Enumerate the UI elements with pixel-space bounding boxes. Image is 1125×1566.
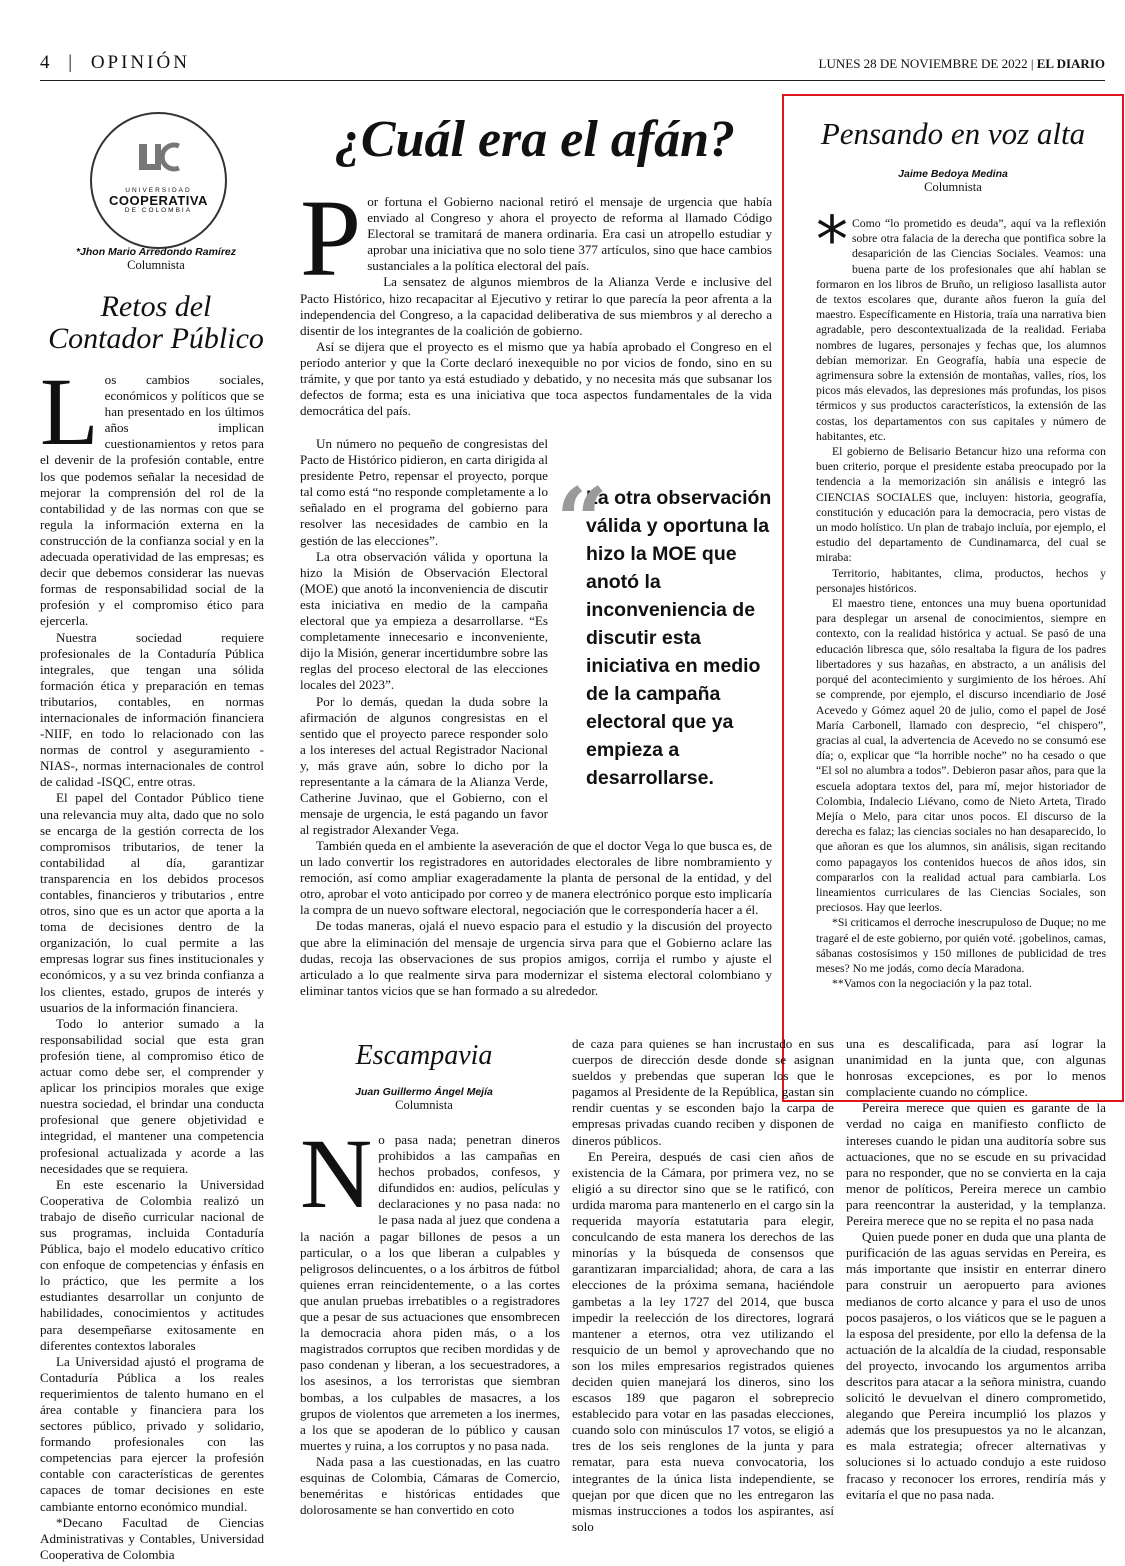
- bottom-article-head: [300, 1040, 548, 1113]
- left-paragraph: La Universidad ajustó el programa de Contaduría Pública a los reales requerimientos de talento humano en el área contable y financiera para los sectores público, privado y solidario, formando profesionales con las competencias para ejercer la profesión contable con características de gerentes capaces de tomar decisiones en este cambiante entorno económico mundial.: [40, 1353, 264, 1514]
- main-paragraph: La sensatez de algunos miembros de la Alianza Verde e inclusive del Pacto Histórico, hizo recapacitar al Ejecutivo y retirar lo que parecía la peor afrenta a la independencia del Congreso, a la capacidad deliberativa de sus miembros y al derecho a disentir de los integrantes de la coalición de gobierno.: [300, 274, 772, 338]
- page-number: 4: [40, 52, 53, 73]
- section-name: OPINIÓN: [90, 52, 190, 73]
- main-paragraph: También queda en el ambiente la aseveración de que el doctor Vega lo que busca es, de un lado convertir los registradores en autoridades electorales de libre nombramiento y remoción, así como ampliar exageradamente la planta de personal de la entidad, y del otro, aprobar el voto anticipado por correo y de manera electrónico porque esto implicaría la compra de un nuevo software electoral, negociación que le correspondería hacer a él.: [300, 838, 772, 918]
- bottom-role: Columnista: [395, 1098, 453, 1112]
- left-article-title: Retos del Contador Público: [48, 290, 264, 355]
- left-paragraph: Los cambios sociales, económicos y políticos que se han presentado en los últimos años implican cuestionamientos y retos para el devenir de la profesión contable, entre los que podemos señalar la necesidad de mejorar la comprensión del rol de la contabilidad y de las normas con que se regula la información externa en la construcción de la confianza social y en la adecuada operatividad de las empresas; es decir que debemos considerar las nuevas formas de responsabilidad social de la profesión y el compromiso ético para ejercerla.: [40, 358, 264, 629]
- pull-quote: [556, 468, 776, 792]
- bottom-col-1: [300, 1118, 560, 1518]
- right-paragraph: *Si criticamos el derroche inescrupuloso de Duque; no me tragaré el de este gobierno, por quién voté. ¡gobelinos, camas, sábanas costosísimos y 150 millones de publicidad de tres meses? No me jodás, como decía Maradona.: [816, 916, 1106, 975]
- main-article-tail: [300, 838, 772, 999]
- bottom-paragraph: de caza para quienes se han incrustado en sus cuerpos de dirección desde donde se asignan sueldos y prebendas que superan los que le pagamos al Presidente de la República, gastan sin rendir cuentas y se esconden bajo la carpa de empresas privadas cuando reciben y disponen de dineros públicos.: [572, 1036, 834, 1148]
- page-header: [40, 52, 1105, 82]
- bottom-col-3: [846, 1036, 1106, 1503]
- bottom-paragraph: Quien puede poner en duda que una planta de purificación de las aguas servidas en Pereira, es más importante que insistir en enterrar dinero para construir un aeropuerto para aviones medianos de corto alcance y para el uso de unos pocos pasajeros, o los viáticos que se le paguen a la esposa del presidente, por ello la defensa de la actuación de la alcaldía de la ciudad, responsable del proyecto, invocando los argumentos arriba descritos para atacar a la señora ministra, cuando solicitó le devuelvan el dinero comprometido, alegando que Pereira incumplió los plazos y además que los presupuestos ya no le alcanzan, es mala estrategia; ofrecer alternativas y soluciones si lo actuado condujo a este ruidoso fracaso y reconocer los errores, rendiría más y evitaría el que no pasa nada.: [846, 1229, 1106, 1502]
- paper-name: EL DIARIO: [1036, 56, 1105, 71]
- left-paragraph: Nuestra sociedad requiere profesionales de la Contaduría Pública integrales, que tengan una sólida formación ética y preparación en temas tributarios, contables, en normas internacionales de información financiera -NIIF, en todo lo relacionado con las normas de control y aseguramiento -NIAS-, normas internacionales de control de calidad -ISQC, entre otras.: [40, 629, 264, 790]
- main-paragraph: Un número no pequeño de congresistas del Pacto de Histórico pidieron, en carta dirigida al presidente Petro, repensar el proyecto, porque tal como está “no responde completamente a lo señalado en el programa del gobierno para resolver las necesidades de cambio en la gestión de las elecciones”.: [300, 436, 548, 548]
- left-byline: *Jhon Mario Arredondo Ramírez: [75, 246, 237, 258]
- pull-quote-text: La otra observación válida y oportuna la hizo la MOE que anotó la inconveniencia de discutir esta iniciativa en medio de la campaña electoral que ya empieza a desarrollarse.: [586, 487, 772, 789]
- bottom-paragraph: Pereira merece que quien es garante de la verdad no caiga en manifiesto conflicto de intereses cuando le pidan una auditoría sobre sus actuaciones, que no se escude en su privacidad para no responder, que no se convierta en la caja menor de políticos, Pereira merece un cambio para reencontrar la austeridad, y la templanza. Pereira merece que no se repita el no pasa nada: [846, 1100, 1106, 1229]
- right-paragraph: **Vamos con la negociación y la paz total.: [832, 977, 1032, 991]
- university-logo: [90, 112, 227, 249]
- main-article-title: ¿Cuál era el afán?: [334, 111, 736, 168]
- right-byline: Jaime Bedoya Medina: [898, 168, 1008, 180]
- uc-logo-mark-icon: [129, 138, 189, 176]
- logo-line-1: UNIVERSIDAD: [125, 187, 192, 194]
- main-dropcap: P: [300, 177, 362, 299]
- main-paragraph: La otra observación válida y oportuna la hizo la Misión de Observación Electoral (MOE) que anotó la inconveniencia de discutir esta iniciativa en medio de la campaña electoral que ya empieza a desarrollarse. “Es completamente innecesario e inconveniente, dijo la Misión, generar incertidumbre sobre las reglas del proceso electoral de las elecciones locales del 2023”.: [300, 548, 548, 693]
- quote-mark-icon: “: [556, 468, 608, 574]
- right-paragraph: El maestro tiene, entonces una muy buena oportunidad para desplegar un arsenal de conocimientos, siempre en contexto, con la realidad histórica y actual. Se pasó de una educación libresca que, sólo resaltaba la figura de los padres libertadores y sus hazañas, en abstracto, a un análisis del porqué del acontecimiento y surgimiento de los héroes. Ahí se comprende, por ejemplo, el discurso incendiario de José Acevedo y Gómez aquel 20 de julio, como el papel de José María Carbonell, llamado con desprecio, “el chispero”, gracias al cual, la advertencia de Acevedo no se consumó ese día; o, explicar que “la horrible noche” no ha cesado o que “El sol no alumbra a todos”. Debieron pasar años, para que la escuela adoptara textos del, para mí, mejor historiador de Colombia, Indalecio Liévano, como de Nieto Arteta, Tirado Mejía o Melo, para citar unos pocos. El discurso de la derecha es falaz; las ciencias sociales no han desaparecido, lo que añoran es que los alumnos, sin análisis, sigan recitando como papagayos los contenidos huecos de años idos, sin compararlos con la realidad actual para cambiarla. Los lineamientos curriculares de las Ciencias Sociales, son preciosos. Hay que leerlos.: [816, 597, 1106, 915]
- bottom-paragraph: Nada pasa a las cuestionadas, en las cuatro esquinas de Colombia, Cámaras de Comercio, beneméritas e históricas entidades que dolorosamente se han convertido en coto: [300, 1453, 560, 1518]
- right-paragraph: * Como “lo prometido es deuda”, aquí va la reflexión sobre otra falacia de la derecha que pontifica sobre la desaparición de las Ciencias Sociales. Veamos: una buena parte de los profesionales que ahí hablan se formaron en los libros de Bruño, un religioso lasallista autor de textos escolares que, durante años fueron la guía del maestro. Específicamente en Historia, traía una narrativa bien agradable, pero descontextualizada de la realidad. Feriaba nombres de lugares, personajes y fechas que, los alumnos debían memorizar. En Geografía, había una especie de agrimensura sobre la extensión de montañas, valles, ríos, los picos más elevados, las depresiones más profundas, los pisos térmicos y sus productos característicos, la extensión de las costas, los departamentos con sus capitales y número de habitantes, etc.: [816, 204, 1106, 443]
- section-label: 4 | OPINIÓN: [40, 52, 190, 73]
- main-paragraph: De todas maneras, ojalá el nuevo espacio para el estudio y la discusión del proyecto que abre la eliminación del mensaje de urgencia sirva para que el Gobierno aclare las dudas, recoja las observaciones de sus propios amigos, corrija el rumbo y ajuste el articulado a lo que realmente sirva para modernizar el sistema electoral colombiano y eliminar tantos vicios que se han formado a su alrededor.: [300, 918, 772, 998]
- left-role: Columnista: [127, 258, 185, 272]
- bottom-dropcap: N: [300, 1118, 373, 1229]
- right-article-head: [790, 116, 1116, 195]
- logo-line-2: COOPERATIVA: [109, 193, 208, 208]
- main-paragraph: Por fortuna el Gobierno nacional retiró el mensaje de urgencia que había enviado al Congreso y ahora el proyecto de reforma al llamado Código Electoral se tramitará de manera ordinaria. Era casi un atropello estudiar y aprobar una iniciativa que no solo tiene 377 artículos, sino que hace cambios sustanciales a la política electoral del país.: [300, 177, 772, 299]
- logo-line-3: DE COLOMBIA: [124, 207, 193, 214]
- date-text: LUNES 28 DE NOVIEMBRE DE 2022: [818, 56, 1028, 71]
- bottom-paragraph: En Pereira, después de casi cien años de existencia de la Cámara, por primera vez, no se eligió a su director sino que se le ratificó, con urdida maroma para mantenerlo en el cargo sin la requerida mayoría estatutaria para elegir, conculcando de esta manera los derechos de las minorías y la búsqueda de consensos que garantizaran imparcialidad; ahora, de cara a las elecciones de la próxima semana, haciéndole gambetas a la ley 1727 del 2014, que busca impedir la reelección de los directores, logrará mantener a eternos, otra vez utilizando el resquicio de un bemol y aprovechando que no son los miles empresarios registrados quienes deciden quien manejará los dineros, sino los escasos 189 que pagaron el sobreprecio establecido para votar en las pasadas elecciones, cuando solo con minúsculos 17 votos, se eligió a tres de los seis renglones de la junta y para rematar, para esta nueva convocatoria, los integrantes de la única lista independiente, se quejan por que dicen que no les entregaron las mismas instrucciones a todos los aspirantes, así solo: [572, 1148, 834, 1534]
- right-role: Columnista: [924, 180, 982, 194]
- left-paragraph: Todo lo anterior sumado a la responsabilidad social que esta gran profesión tiene, al compromiso ético de actuar como debe ser, el comprender y aplicar los principios morales que exige nuestra sociedad, el brindar una conducta profesional que genere objetividad e integridad, el mantener una competencia profesional actualizada y acorde a las necesidades que se requiera.: [40, 1015, 264, 1176]
- bottom-byline: Juan Guillermo Ángel Mejía: [355, 1086, 493, 1098]
- bottom-paragraph: No pasa nada; penetran dineros prohibidos a las campañas en hechos probados, confesos, y difundidos en: audios, películas y declaraciones y no pasa nada: no le pasa nada al juez que condena a la nación a pagar billones de pesos a un particular, o a los que liberan a culpables y peligrosos delincuentes, o a los árbitros de fútbol quienes erran reincidentemente, o a las cortes que anulan pruebas irrebatibles o a registradores que a pesar de sus actuaciones que ensombrecen la democracia ahora piden más, o a los magistrados corruptos que reciben mordidas y de paso condenan y liberan, a los secuestradores, a los asesinos, a los terroristas que siembran bombas, a los culpables de masacres, a los grupos de violentos que arremeten a los inermes, a los que se apoderan de lo público y causan muertes y ruina, a los corruptos y no pasa nada.: [300, 1118, 560, 1453]
- edition-date: LUNES 28 DE NOVIEMBRE DE 2022 | EL DIARIO: [818, 56, 1105, 71]
- bottom-paragraph: una es descalificada, para así lograr la unanimidad en la junta que, con algunas honrosas excepciones, es por lo menos complaciente cuando no cómplice.: [846, 1036, 1106, 1100]
- asterisk-icon: *: [816, 204, 848, 278]
- header-rule: [40, 80, 1105, 81]
- main-paragraph: Por lo demás, quedan la duda sobre la afirmación de algunos congresistas en el sentido que el proyecto parece responder solo a los intereses del actual Registrador Nacional y, más grave aún, sobre lo dicho por la representante a la cámara de la Alianza Verde, Catherine Juvinao, que el Gobierno, con el mensaje de urgencia, le está pagando un favor al registrador Alexander Vega.: [300, 693, 548, 838]
- bottom-col-2: [572, 1036, 834, 1535]
- main-paragraph: Así se dijera que el proyecto es el mismo que ya había aprobado el Congreso en el período anterior y que la Corte declaró inexequible no por vicios de fondo, sino en su trámite, y que por tanto ya está estudiado y debatido, y no necesita más que subsanar los defectos de forma; esta es una iniciativa que toca aspectos fundamentales de la vida democrática del país.: [300, 338, 772, 419]
- left-article-body: [40, 358, 264, 1563]
- bottom-article-title: Escampavia: [355, 1040, 493, 1071]
- main-article-narrow: [300, 436, 548, 838]
- right-paragraph: Territorio, habitantes, clima, productos, hechos y personajes históricos.: [816, 566, 1106, 595]
- left-dropcap: L: [40, 358, 99, 465]
- right-article-title: Pensando en voz alta: [820, 116, 1086, 151]
- right-article-body: [816, 204, 1106, 991]
- left-article-head: [40, 246, 272, 355]
- left-paragraph: El papel del Contador Público tiene una relevancia muy alta, dado que no solo se encarga de la gestión correcta de los compromisos tributarios, de tener la contabilidad al día, garantizar transparencia en los debidos procesos contables, financieros y tributarios , entre otros, sino que es un actor que aporta a la toma de decisiones dentro de la organización, lo cual permite a las empresas lograr sus fines institucionales y económicos, y a su vez brinda confianza a los clientes, estado, grupos de interés y usuarios de la información financiera.: [40, 790, 264, 1015]
- left-footnote: *Decano Facultad de Ciencias Administrativas y Contables, Universidad Cooperativa de Colombia: [40, 1514, 264, 1562]
- right-paragraph: El gobierno de Belisario Betancur hizo una reforma con buen criterio, porque el presidente estaba preocupado por la tendencia a la memorización sin análisis e integró las CIENCIAS SOCIALES que, incluyen: historia, geografía, constitución y educación para la democracia, pero vistas de un modo holístico. Un plan de trabajo incluía, por ejemplo, el estudio del departamento de Cundinamarca, del cual se miraba:: [816, 445, 1106, 565]
- left-paragraph: En este escenario la Universidad Cooperativa de Colombia realizó un trabajo de diseño curricular nacional de sus programas, incluida Contaduría Pública, bajo el modelo educativo crítico con enfoque de competencias y énfasis en lo práctico, que les permite a los estudiantes desarrollar un conjunto de habilidades, conocimientos y actitudes para desempeñarse exitosamente en diferentes contextos laborales: [40, 1176, 264, 1353]
- main-article-intro: [300, 177, 772, 419]
